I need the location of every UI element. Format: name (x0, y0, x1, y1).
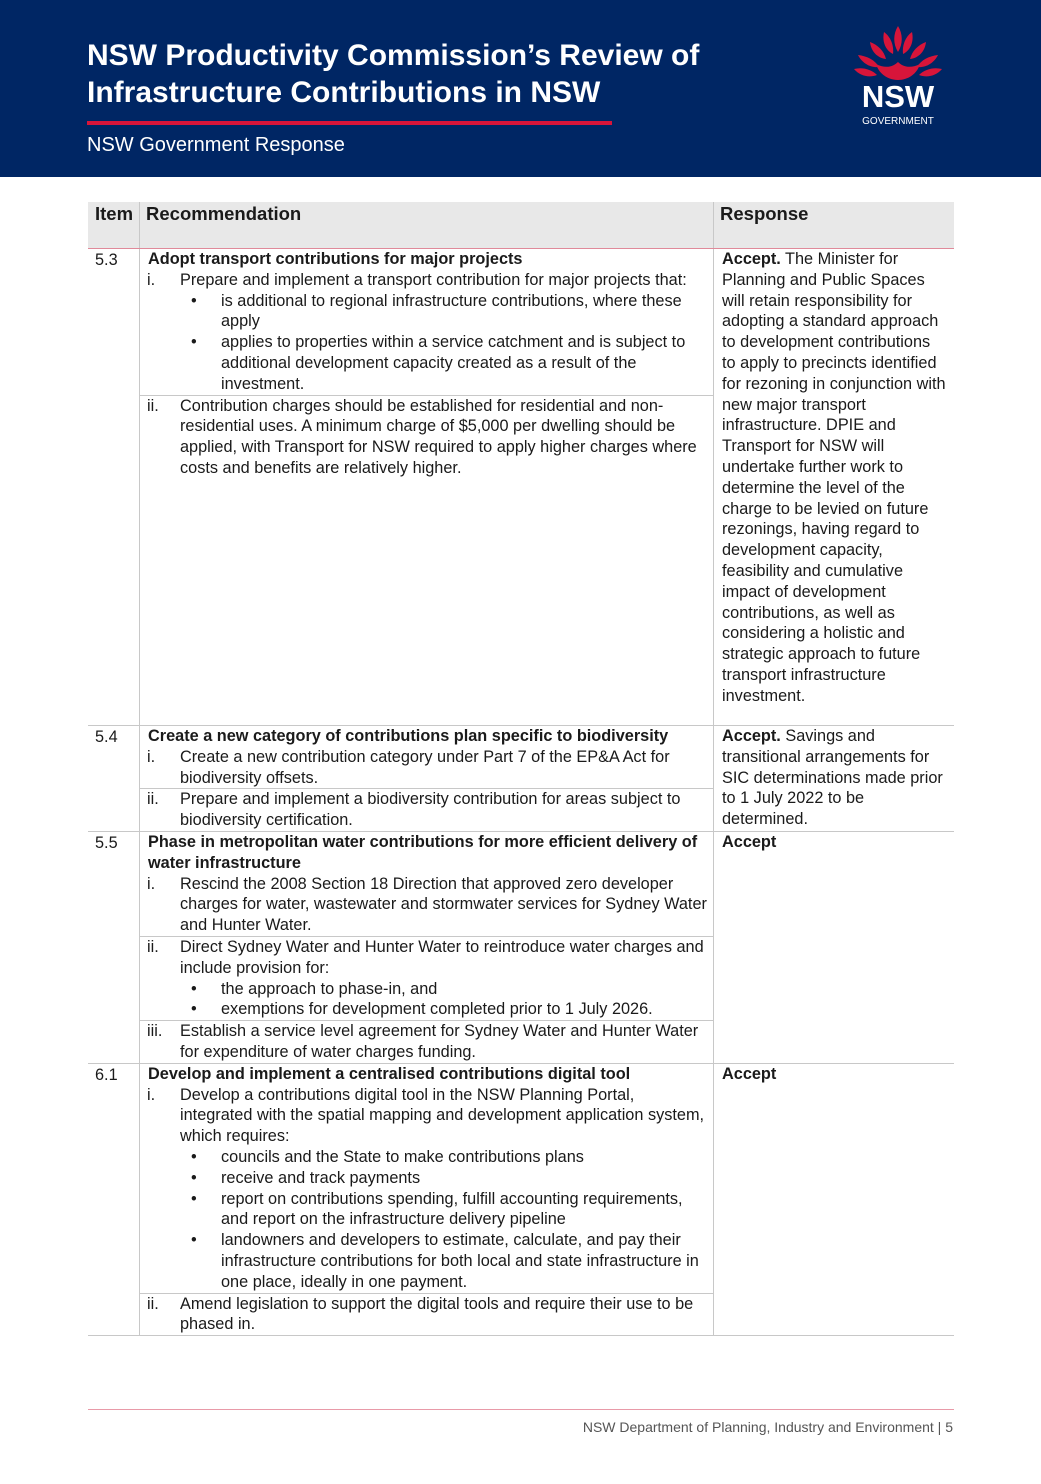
bullet-list (180, 291, 707, 395)
table-row (88, 1063, 954, 1335)
sub-item (140, 1020, 713, 1063)
title-underline (87, 121, 612, 125)
sub-item (140, 936, 713, 1020)
nsw-waratah-logo (846, 22, 950, 132)
bullet-item: • landowners and developers to estimate, calculate, and pay their infrastructure contributions for both local and state infrastructure in one place, ideally in one payment. (221, 1230, 707, 1292)
sub-item-text: Contribution charges should be established for residential and non-residential uses. A minimum charge of $5,000 per dwelling should be applied, with Transport for NSW required to apply higher charges where costs and benefits are relatively higher. (180, 396, 697, 477)
sub-item (140, 1085, 713, 1293)
table-header-row (88, 202, 954, 249)
bullet-item: • report on contributions spending, fulfill accounting requirements, and report on the infrastructure delivery pipeline (221, 1189, 707, 1231)
header-item: Item (88, 202, 140, 249)
response-verdict: Accept (722, 1064, 777, 1083)
item-number: 5.5 (88, 831, 140, 1063)
sub-item (140, 747, 713, 789)
sub-item-text: Rescind the 2008 Section 18 Direction that approved zero developer charges for water, wastewater and stormwater services for Sydney Water and Hunter Water. (180, 874, 707, 935)
sub-item (140, 788, 713, 831)
response-cell (714, 249, 955, 726)
sub-item-text: Establish a service level agreement for Sydney Water and Hunter Water for expenditure of water charges funding. (180, 1022, 699, 1061)
sub-item-number: ii. (147, 937, 159, 956)
recommendation-title: Create a new category of contributions plan specific to biodiversity (148, 727, 669, 745)
header-recommendation: Recommendation (140, 202, 714, 249)
logo-subtext: GOVERNMENT (862, 116, 934, 127)
response-verdict: Accept. (722, 727, 781, 745)
bullet-item: • exemptions for development completed prior to 1 July 2026. (221, 999, 707, 1020)
recommendation-title: Phase in metropolitan water contributions for more efficient delivery of water infrastructure (148, 832, 698, 872)
page-title: NSW Productivity Commission’s Review of Infrastructure Contributions in NSW (87, 39, 700, 109)
bullet-item: • the approach to phase-in, and (221, 979, 707, 1000)
response-verdict: Accept. (722, 250, 781, 268)
sub-item-text: Amend legislation to support the digital tools and require their use to be phased in. (180, 1294, 694, 1334)
sub-item-text: Prepare and implement a transport contribution for major projects that: (180, 270, 687, 289)
response-text: The Minister for Planning and Public Spaces will retain responsibility for adopting a standard approach to development contributions to apply to precincts identified for rezoning in conjunction with new major transport infrastructure. DPIE and Transport for NSW will undertake further work to determine the level of the charge to be levied on future rezonings, having regard to development capacity, feasibility and cumulative impact of development contributions, as well as considering a holistic and strategic approach to future transport infrastructure investment. (722, 250, 946, 705)
sub-item-number: i. (147, 1085, 156, 1104)
response-cell (714, 1063, 955, 1335)
recommendation-title: Adopt transport contributions for major projects (148, 250, 523, 268)
response-verdict: Accept (722, 832, 777, 851)
recommendation-cell (140, 831, 714, 1063)
header-response: Response (714, 202, 955, 249)
sub-item-number: ii. (147, 790, 159, 809)
page-subtitle: NSW Government Response (87, 134, 345, 156)
response-cell (714, 726, 955, 832)
bullet-list (180, 979, 707, 1021)
table-row (88, 726, 954, 832)
sub-item (140, 270, 713, 395)
item-number: 5.3 (88, 249, 140, 726)
item-number: 6.1 (88, 1063, 140, 1335)
item-number: 5.4 (88, 726, 140, 832)
sub-item-text: Prepare and implement a biodiversity contribution for areas subject to biodiversity certification. (180, 790, 681, 830)
sub-item (140, 1293, 713, 1336)
sub-item-number: i. (147, 874, 156, 893)
table-row (88, 249, 954, 726)
response-cell (714, 831, 955, 1063)
sub-item-text: Develop a contributions digital tool in the NSW Planning Portal, integrated with the spatial mapping and development application system, which requires: (180, 1085, 705, 1146)
page-footer: NSW Department of Planning, Industry and Environment | 5 (582, 1419, 953, 1435)
sub-item (140, 395, 713, 479)
recommendations-table (88, 202, 954, 1336)
bullet-item: • receive and track payments (221, 1168, 707, 1189)
logo-text: NSW (861, 79, 935, 114)
sub-item-number: iii. (147, 1022, 163, 1041)
sub-item-number: ii. (147, 396, 159, 415)
recommendation-cell (140, 726, 714, 832)
recommendation-cell (140, 249, 714, 726)
bullet-item: • is additional to regional infrastructure contributions, where these apply (221, 291, 707, 333)
bullet-item: • councils and the State to make contributions plans (221, 1147, 707, 1168)
sub-item-number: i. (147, 747, 156, 766)
recommendation-title: Develop and implement a centralised contributions digital tool (148, 1064, 631, 1083)
sub-item-number: ii. (147, 1294, 159, 1313)
footer-divider (88, 1409, 954, 1410)
sub-item-number: i. (147, 270, 156, 289)
header-banner (0, 0, 1041, 177)
recommendation-cell (140, 1063, 714, 1335)
sub-item (140, 874, 713, 936)
table-row (88, 831, 954, 1063)
bullet-item: • applies to properties within a service catchment and is subject to additional development capacity created as a result of the investment. (221, 332, 707, 394)
sub-item-text: Create a new contribution category under Part 7 of the EP&A Act for biodiversity offsets. (180, 747, 670, 787)
sub-item-text: Direct Sydney Water and Hunter Water to reintroduce water charges and include provision for: (180, 937, 704, 977)
response-text: Savings and transitional arrangements for SIC determinations made prior to 1 July 2022 to be determined. (722, 727, 943, 829)
bullet-list (180, 1147, 707, 1293)
